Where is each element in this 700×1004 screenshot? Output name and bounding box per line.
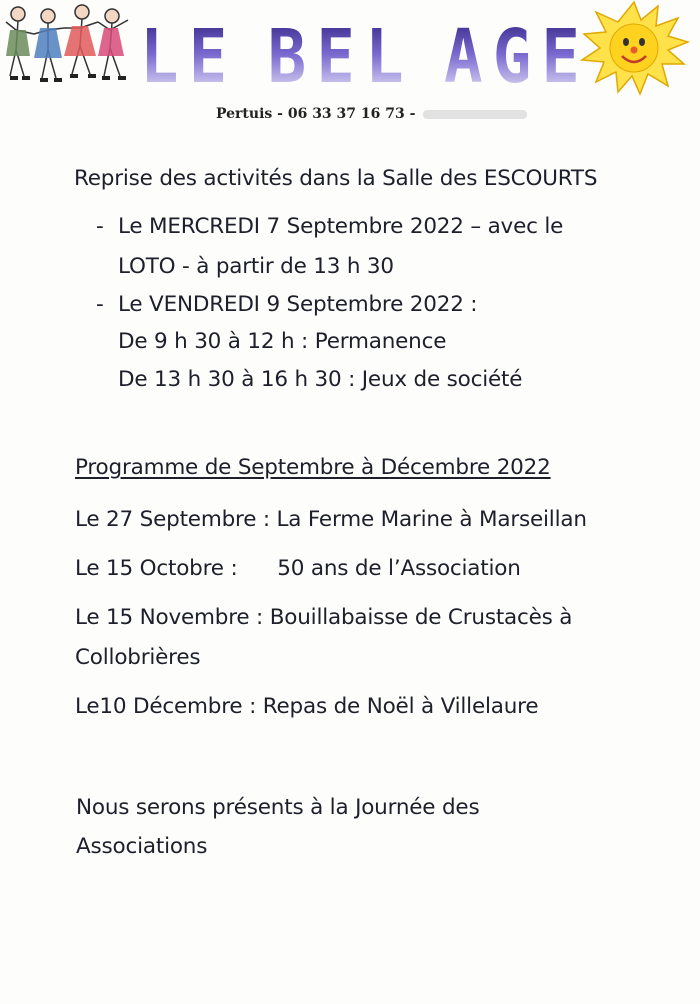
event-line: Le 15 Novembre : Bouillabaisse de Crustacès à	[75, 605, 573, 630]
closing-line: Associations	[76, 834, 208, 859]
title-letter: E	[188, 15, 228, 101]
bullet-dash: -	[96, 214, 104, 239]
page-title	[140, 6, 580, 101]
activity-line: Le VENDREDI 9 Septembre 2022 :	[118, 292, 478, 317]
activity-line: Le MERCREDI 7 Septembre 2022 – avec le	[118, 214, 564, 239]
redacted-email	[423, 110, 527, 119]
contact-line	[216, 106, 527, 122]
activity-line: LOTO - à partir de 13 h 30	[118, 254, 394, 279]
title-letter: E	[316, 15, 355, 101]
activity-line: De 13 h 30 à 16 h 30 : Jeux de société	[118, 367, 523, 392]
sun-illustration	[578, 0, 690, 96]
intro-text: Reprise des activités dans la Salle des ESCOURTS	[74, 166, 598, 191]
title-letter: B	[267, 15, 307, 101]
bullet-dash: -	[96, 292, 104, 317]
activity-line: De 9 h 30 à 12 h : Permanence	[118, 329, 447, 354]
title-letter: A	[443, 15, 483, 101]
event-line: Collobrières	[75, 645, 201, 670]
closing-line: Nous serons présents à la Journée des	[76, 795, 480, 820]
event-line: Le 15 Octobre : 50 ans de l’Association	[75, 556, 521, 581]
title-letter: L	[140, 15, 179, 101]
event-line: Le10 Décembre : Repas de Noël à Villelaure	[75, 694, 539, 719]
programme-heading: Programme de Septembre à Décembre 2022	[75, 455, 551, 480]
event-line: Le 27 Septembre : La Ferme Marine à Marseillan	[75, 507, 587, 532]
title-letter: E	[541, 15, 580, 101]
dancers-illustration	[4, 0, 132, 86]
title-letter: L	[365, 15, 404, 101]
contact-text: Pertuis - 06 33 37 16 73 -	[216, 106, 416, 122]
title-letter: G	[492, 15, 532, 101]
